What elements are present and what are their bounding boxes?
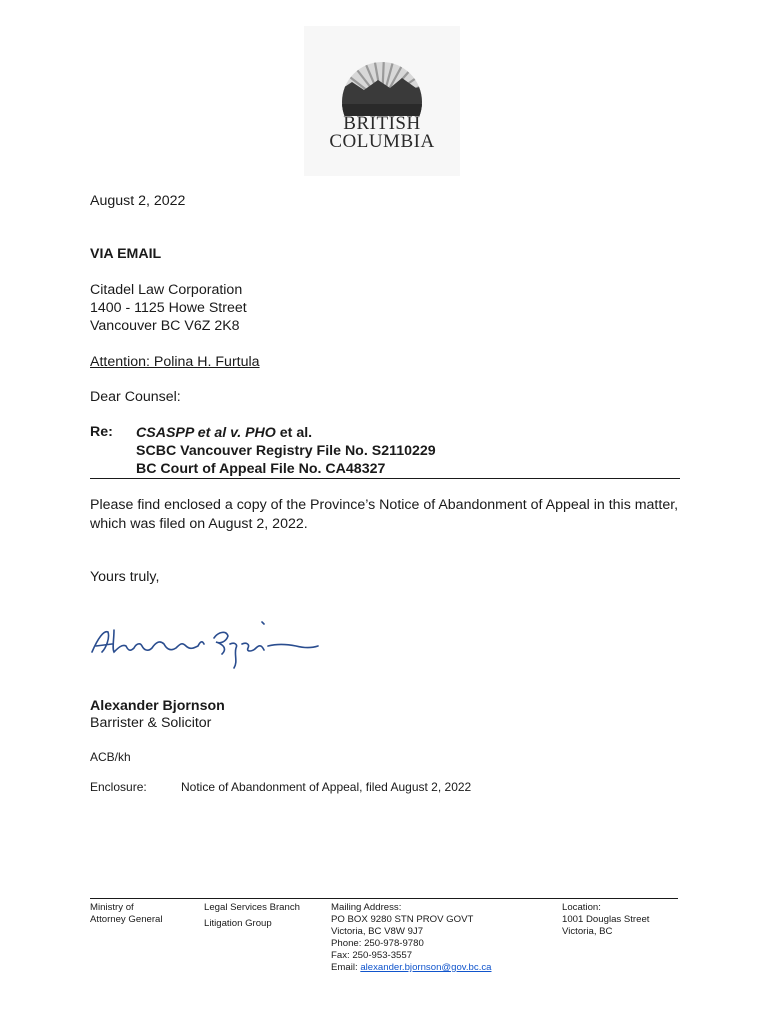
footer-location xyxy=(562,902,649,938)
signer-title: Barrister & Solicitor xyxy=(90,715,212,731)
signer-name: Alexander Bjornson xyxy=(90,698,225,714)
enclosure-value: Notice of Abandonment of Appeal, filed August 2, 2022 xyxy=(181,780,472,794)
recipient-address-line1: 1400 - 1125 Howe Street xyxy=(90,300,247,316)
re-case-name: CSASPP et al v. PHO xyxy=(136,425,276,441)
footer-branch xyxy=(204,902,300,930)
footer-mailing-line1: PO BOX 9280 STN PROV GOVT xyxy=(331,914,474,925)
re-registry-line: SCBC Vancouver Registry File No. S2110229 xyxy=(136,443,436,459)
footer-branch-line2: Litigation Group xyxy=(204,918,272,929)
logo-line-british: BRITISH xyxy=(343,113,421,134)
bc-sun-mountains-icon xyxy=(304,26,460,116)
recipient-address-line2: Vancouver BC V6Z 2K8 xyxy=(90,318,240,334)
re-divider xyxy=(90,478,680,479)
footer-ministry-line1: Ministry of xyxy=(90,902,134,913)
attention-line: Attention: Polina H. Furtula xyxy=(90,354,260,370)
body-paragraph: Please find enclosed a copy of the Province’s Notice of Abandonment of Appeal in this matter, which was filed on August 2, 2022. xyxy=(90,497,679,532)
letter-date: August 2, 2022 xyxy=(90,193,186,209)
footer-location-label: Location: xyxy=(562,902,601,913)
handwritten-signature xyxy=(86,608,326,680)
footer-mailing-label: Mailing Address: xyxy=(331,902,402,913)
footer-email-label: Email: xyxy=(331,962,361,973)
re-subject xyxy=(136,424,436,478)
salutation: Dear Counsel: xyxy=(90,389,181,405)
recipient-name: Citadel Law Corporation xyxy=(90,282,243,298)
footer-ministry xyxy=(90,902,163,926)
enclosure-label: Enclosure: xyxy=(90,780,147,794)
footer-ministry-line2: Attorney General xyxy=(90,914,163,925)
footer-branch-line1: Legal Services Branch xyxy=(204,902,300,913)
recipient-block xyxy=(90,281,247,335)
footer-email-link[interactable]: alexander.bjornson@gov.bc.ca xyxy=(360,962,492,973)
reference-initials: ACB/kh xyxy=(90,750,131,764)
bc-logo xyxy=(304,26,460,176)
re-case-line xyxy=(136,424,436,442)
signature-stroke xyxy=(86,608,326,680)
re-appeal-line: BC Court of Appeal File No. CA48327 xyxy=(136,461,386,477)
footer-divider xyxy=(90,898,678,899)
footer-location-line1: 1001 Douglas Street xyxy=(562,914,650,925)
footer-phone: Phone: 250-978-9780 xyxy=(331,938,424,949)
closing: Yours truly, xyxy=(90,569,160,585)
re-case-suffix: et al. xyxy=(275,425,313,441)
footer-mailing-line2: Victoria, BC V8W 9J7 xyxy=(331,926,424,937)
re-label: Re: xyxy=(90,424,113,440)
logo-line-columbia: COLUMBIA xyxy=(329,131,435,152)
delivery-method: VIA EMAIL xyxy=(90,246,162,262)
footer-location-line2: Victoria, BC xyxy=(562,926,613,937)
footer-email-row xyxy=(331,962,492,974)
footer-fax: Fax: 250-953-3557 xyxy=(331,950,413,961)
footer-mailing xyxy=(331,902,492,974)
